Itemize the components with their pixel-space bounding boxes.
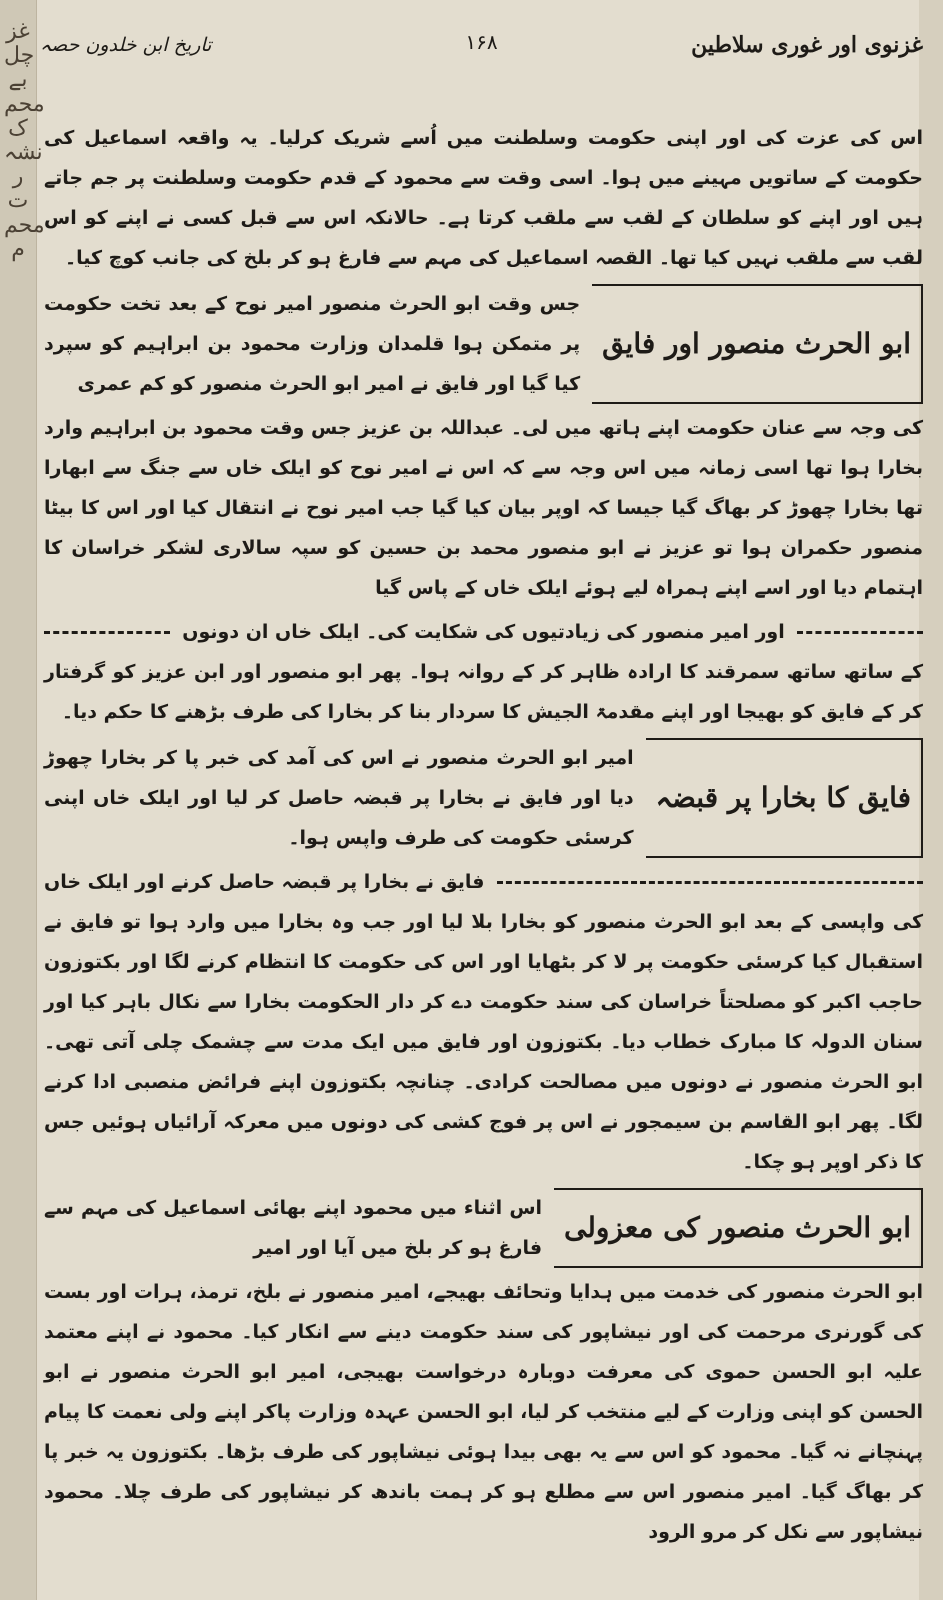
page-number: ۱۶۸ [465,30,498,54]
dash-separator-right-2 [497,881,924,884]
paragraph-4-lead: فایق نے بخارا پر قبضہ حاصل کرنے اور ایلک خاں [44,871,485,893]
facing-page-margin [0,0,45,1600]
side-heading-1: ابو الحرث منصور اور فایق [592,284,923,404]
page-header [40,28,923,68]
section-dismissal [44,1188,923,1268]
section-abul-harth-fayiq [44,284,923,404]
book-title: تاریخ ابن خلدون حصہ [40,34,212,56]
section-2-text: امیر ابو الحرث منصور نے اس کی آمد کی خبر پا کر بخارا چھوڑ دیا اور فایق نے بخارا پر قبضہ حاصل کر لیا اور ایلک خاں اپنی کرسئی حکومت کی طرف واپس ہوا۔ [44,747,634,849]
paragraph-3-lead: اور امیر منصور کی زیادتیوں کی شکایت کی۔ ایلک خاں ان دونوں [182,621,785,643]
paragraph-1: اس کی عزت کی اور اپنی حکومت وسلطنت میں اُسے شریک کرلیا۔ یہ واقعہ اسماعیل کی حکومت کے ساتویں مہینے میں ہوا۔ اسی وقت سے محمود کے قدم حکومت وسلطنت پر جم جاتے ہیں اور اپنے کو سلطان کے لقب سے ملقب کرتا ہے۔ حالانکہ اس سے قبل کسی نے اپنے کو اس لقب سے ملقب نہیں کیا تھا۔ القصہ اسماعیل کی مہم سے فارغ ہو کر بلخ کی جانب کوچ کیا۔ [44,127,923,269]
ellipsis-row-1 [44,612,923,652]
page-body [44,118,923,1556]
paragraph-4: کی واپسی کے بعد ابو الحرث منصور کو بخارا بلا لیا اور جب وہ بخارا میں وارد ہوا تو فایق نے استقبال کیا کرسئی حکومت پر لا کر بٹھایا اور اس کی حکومت کا انتظام کرنے لگا اور بکتوزون حاجب اکبر کو مصلحتاً خراسان کی سند حکومت دے کر دار الحکومت بخارا سے نکال باہر کیا اور سنان الدولہ کا مبارک خطاب دیا۔ بکتوزون اور فایق میں ایک مدت سے چشمک چلی آتی تھی۔ ابو الحرث منصور نے دونوں میں مصالحت کرادی۔ چنانچہ بکتوزون اپنے فرائض منصبی ادا کرنے لگا۔ پھر ابو القاسم بن سیمجور نے اس پر فوج کشی کی دونوں میں معرکہ آرائیاں ہوئیں جس کا ذکر اوپر ہو چکا۔ [44,911,923,1173]
ellipsis-row-2 [44,862,923,902]
side-heading-3: ابو الحرث منصور کی معزولی [554,1188,923,1268]
paragraph-3: کے ساتھ ساتھ سمرقند کا ارادہ ظاہر کر کے روانہ ہوا۔ پھر ابو منصور اور ابن عزیز کو گرفتار کر کے فایق کو بھیجا اور اپنے مقدمۃ الجیش کا سردار بنا کر بخارا کی طرف بڑھنے کا حکم دیا۔ [44,661,923,723]
paragraph-2: کی وجہ سے عنان حکومت اپنے ہاتھ میں لی۔ عبداللہ بن عزیز جس وقت محمود بن ابراہیم وارد بخارا ہوا تھا اسی زمانہ میں اس وجہ سے کہ اس نے امیر نوح کو ایلک خاں سے جنگ سے ابھارا تھا بخارا چھوڑ کر بھاگ گیا جیسا کہ اوپر بیان کیا گیا جب امیر نوح نے انتقال کیا اور اس کا بیٹا منصور حکمران ہوا تو عزیز نے ابو منصور محمد بن حسین کو سپہ سالاری لشکر خراسان کا اہتمام دیا اور اسے اپنے ہمراہ لیے ہوئے ایلک خاں کے پاس گیا [44,417,923,599]
dash-separator-left [44,631,170,634]
paragraph-5: ابو الحرث منصور کی خدمت میں ہدایا وتحائف بھیجے، امیر منصور نے بلخ، ترمذ، ہرات اور بست کی گورنری مرحمت کی اور نیشاپور کی سند حکومت دینے سے انکار کیا۔ محمود نے اپنے معتمد علیہ ابو الحسن حموی کی معرفت دوبارہ درخواست بھیجی، امیر ابو الحرث منصور نے ابو الحسن کو اپنی وزارت کے لیے منتخب کر لیا، ابو الحسن عہدہ وزارت پاکر اپنے ولی نعمت کا پیام پہنچانے نہ گیا۔ محمود کو اس سے یہ بھی بیدا ہوئی نیشاپور کی طرف بڑھا۔ بکتوزون یہ خبر پا کر بھاگ گیا۔ امیر منصور اس سے مطلع ہو کر ہمت باندھ کر نیشاپور کی طرف چلا۔ محمود نیشاپور سے نکل کر مرو الرود [44,1281,923,1543]
section-1-text: جس وقت ابو الحرث منصور امیر نوح کے بعد تخت حکومت پر متمکن ہوا قلمدان وزارت محمود بن ابراہیم کو سپرد کیا گیا اور فایق نے امیر ابو الحرث منصور کو کم عمری [44,293,581,395]
section-fayiq-bukhara [44,738,923,858]
section-3-text: اس اثناء میں محمود اپنے بھائی اسماعیل کی مہم سے فارغ ہو کر بلخ میں آیا اور امیر [44,1197,543,1259]
facing-page-glyphs: غز چل بے محم ک نشہ ر ت محم م [4,19,45,262]
running-title: غزنوی اور غوری سلاطین [691,32,923,58]
dash-separator-right [797,631,923,634]
side-heading-2: فایق کا بخارا پر قبضہ [646,738,923,858]
